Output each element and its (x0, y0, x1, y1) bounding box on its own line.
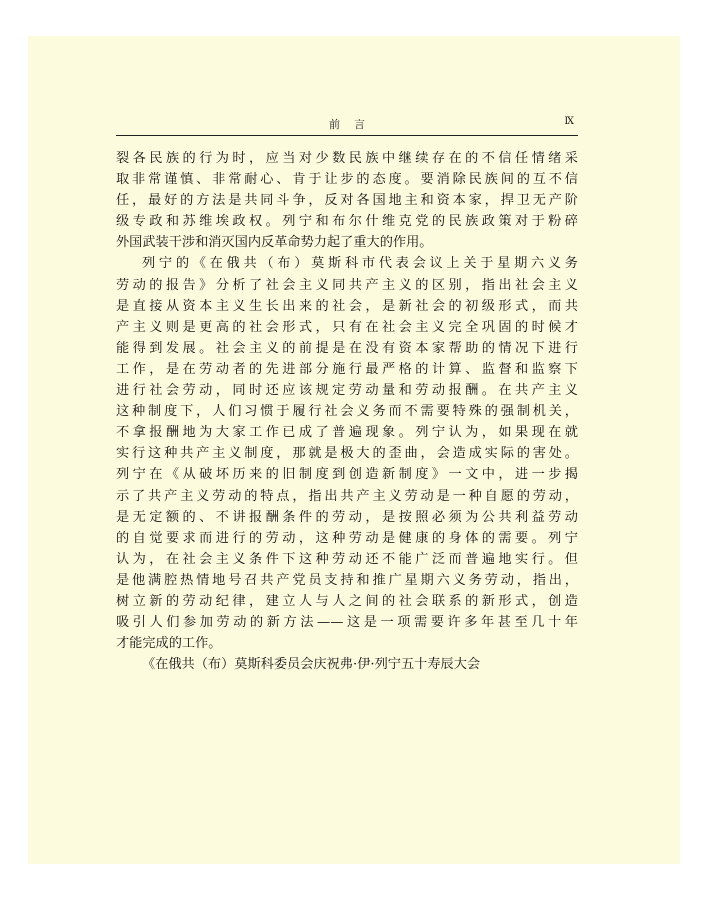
text-line: 的自觉要求而进行的劳动，这种劳动是健康的身体的需要。列宁 (116, 530, 578, 546)
text-line: 这种制度下，人们习惯于履行社会义务而不需要特殊的强制机关， (116, 404, 578, 420)
text-line: 不拿报酬地为大家工作已成了普遍现象。列宁认为，如果现在就 (116, 425, 578, 441)
text-line: 《在俄共（布）莫斯科委员会庆祝弗·伊·列宁五十寿辰大会 (142, 657, 481, 673)
text-line: 产主义则是更高的社会形式，只有在社会主义完全巩固的时候才 (116, 319, 578, 335)
text-line: 才能完成的工作。 (116, 636, 222, 652)
text-line: 任，最好的方法是共同斗争，反对各国地主和资本家，捍卫无产阶 (116, 193, 578, 209)
text-line: 吸引人们参加劳动的新方法——这是一项需要许多年甚至几十年 (116, 615, 578, 631)
text-line: 列宁的《在俄共（布）莫斯科市代表会议上关于星期六义务 (142, 256, 578, 272)
text-line: 树立新的劳动纪律，建立人与人之间的社会联系的新形式，创造 (116, 593, 578, 609)
text-line: 是直接从资本主义生长出来的社会，是新社会的初级形式，而共 (116, 298, 578, 314)
text-line: 是无定额的、不讲报酬条件的劳动，是按照必须为公共利益劳动 (116, 509, 578, 525)
text-line: 是他满腔热情地号召共产党员支持和推广星期六义务劳动，指出， (116, 572, 578, 588)
text-line: 认为，在社会主义条件下这种劳动还不能广泛而普遍地实行。但 (116, 551, 578, 567)
page-number: Ⅸ (564, 116, 574, 127)
body-text (116, 148, 578, 675)
text-line: 示了共产主义劳动的特点，指出共产主义劳动是一种自愿的劳动， (116, 488, 578, 504)
text-line: 实行这种共产主义制度，那就是极大的歪曲，会造成实际的害处。 (116, 446, 578, 462)
text-line: 工作，是在劳动者的先进部分施行最严格的计算、监督和监察下 (116, 361, 578, 377)
header-rule (116, 135, 578, 136)
text-line: 级专政和苏维埃政权。列宁和布尔什维克党的民族政策对于粉碎 (116, 214, 578, 230)
text-line: 取非常谨慎、非常耐心、肯于让步的态度。要消除民族间的互不信 (116, 172, 578, 188)
text-line: 裂各民族的行为时，应当对少数民族中继续存在的不信任情绪采 (116, 151, 578, 166)
text-line: 列宁在《从破坏历来的旧制度到创造新制度》一文中，进一步揭 (116, 467, 578, 483)
text-line: 进行社会劳动，同时还应该规定劳动量和劳动报酬。在共产主义 (116, 383, 578, 399)
header-title: 前言 (329, 118, 379, 131)
running-header (116, 114, 578, 134)
text-line: 能得到发展。社会主义的前提是在没有资本家帮助的情况下进行 (116, 340, 578, 356)
text-line: 劳动的报告》分析了社会主义同共产主义的区别，指出社会主义 (116, 277, 578, 293)
text-line: 外国武装干涉和消灭国内反革命势力起了重大的作用。 (116, 235, 433, 251)
